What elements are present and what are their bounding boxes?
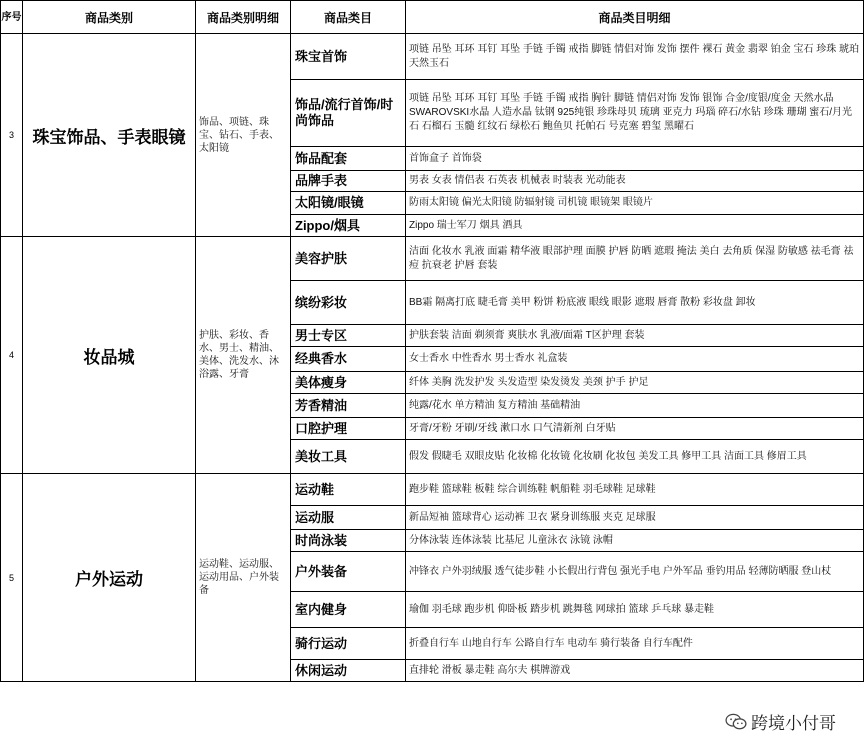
row-seq: 5 [1,474,23,682]
subcategory-detail: 首饰盒子 首饰袋 [406,147,864,171]
subcategory-name: 口腔护理 [291,418,406,440]
subcategory-name: 运动服 [291,506,406,530]
subcategory-detail: Zippo 瑞士军刀 烟具 酒具 [406,215,864,237]
header-category-detail: 商品类别明细 [196,1,291,34]
subcategory-detail: 折叠自行车 山地自行车 公路自行车 电动车 骑行装备 自行车配件 [406,628,864,660]
subcategory-detail: 假发 假睫毛 双眼皮贴 化妆棉 化妆镜 化妆刷 化妆包 美发工具 修甲工具 洁面工具 修眉工具 [406,440,864,474]
watermark-text: 跨境小付哥 [751,714,836,733]
subcategory-detail: 冲锋衣 户外羽绒服 透气徒步鞋 小长假出行背包 强光手电 户外军品 垂钓用品 轻薄防晒服 登山杖 [406,552,864,592]
table-row [1,34,864,80]
table-row [1,474,864,506]
row-seq: 4 [1,237,23,474]
subcategory-name: 时尚泳装 [291,530,406,552]
table-row [1,237,864,281]
subcategory-detail: 分体泳装 连体泳装 比基尼 儿童泳衣 泳镜 泳帽 [406,530,864,552]
subcategory-detail: 瑜伽 羽毛球 跑步机 仰卧板 踏步机 跳舞毯 网球拍 篮球 乒乓球 暴走鞋 [406,592,864,628]
category-detail: 饰品、项链、珠宝、钻石、手表、太阳镜 [196,34,291,237]
subcategory-name: 运动鞋 [291,474,406,506]
header-row [1,1,864,34]
subcategory-name: 饰品/流行首饰/时尚饰品 [291,80,406,147]
subcategory-name: Zippo/烟具 [291,215,406,237]
subcategory-detail: 项链 吊坠 耳环 耳钉 耳坠 手链 手镯 戒指 胸针 脚链 情侣对饰 发饰 银饰 合金/度银/度金 天然水晶 SWAROVSKI水晶 人造水晶 钛钢 925纯银 珍珠母贝 琉璃 亚克力 玛瑙 碎石/水钻 珍珠 珊瑚 蜜石/月光石 石榴石 玉髓 红纹石 绿松石 鲍鱼贝 托帕石 号克塞 碧玺 黑曜石 [406,80,864,147]
subcategory-name: 休闲运动 [291,660,406,682]
subcategory-name: 缤纷彩妆 [291,281,406,325]
subcategory-detail: 新品短袖 篮球背心 运动裤 卫衣 紧身训练服 夹克 足球服 [406,506,864,530]
subcategory-detail: 洁面 化妆水 乳液 面霜 精华液 眼部护理 面膜 护唇 防晒 遮瑕 掩法 美白 去角质 保湿 防敏感 祛毛膏 祛痘 抗衰老 护唇 套装 [406,237,864,281]
watermark [723,709,838,734]
subcategory-detail: 跑步鞋 篮球鞋 板鞋 综合训练鞋 帆船鞋 羽毛球鞋 足球鞋 [406,474,864,506]
subcategory-name: 户外装备 [291,552,406,592]
category-name: 户外运动 [23,474,196,682]
subcategory-name: 芳香精油 [291,394,406,418]
category-detail: 护肤、彩妆、香水、男士、精油、美体、洗发水、沐浴露、牙膏 [196,237,291,474]
header-category: 商品类别 [23,1,196,34]
category-name: 珠宝饰品、手表眼镜 [23,34,196,237]
subcategory-detail: 男表 女表 情侣表 石英表 机械表 时装表 光动能表 [406,171,864,192]
subcategory-detail: 项链 吊坠 耳环 耳钉 耳坠 手链 手镯 戒指 脚链 情侣对饰 发饰 摆件 裸石 黄金 翡翠 铂金 宝石 珍珠 琥珀 天然玉石 [406,34,864,80]
subcategory-detail: 女士香水 中性香水 男士香水 礼盒装 [406,347,864,372]
category-detail: 运动鞋、运动服、运动用品、户外装备 [196,474,291,682]
category-name: 妆品城 [23,237,196,474]
subcategory-name: 饰品配套 [291,147,406,171]
subcategory-name: 美体瘦身 [291,372,406,394]
subcategory-name: 室内健身 [291,592,406,628]
header-subcategory: 商品类目 [291,1,406,34]
subcategory-name: 太阳镜/眼镜 [291,192,406,215]
subcategory-detail: 护肤套装 洁面 剃须膏 爽肤水 乳液/面霜 T区护理 套装 [406,325,864,347]
subcategory-detail: BB霜 隔离打底 睫毛膏 美甲 粉饼 粉底液 眼线 眼影 遮瑕 唇膏 散粉 彩妆盘 卸妆 [406,281,864,325]
subcategory-name: 男士专区 [291,325,406,347]
subcategory-detail: 牙膏/牙粉 牙刷/牙线 漱口水 口气清新剂 白牙贴 [406,418,864,440]
subcategory-name: 骑行运动 [291,628,406,660]
subcategory-name: 珠宝首饰 [291,34,406,80]
header-subcategory-detail: 商品类目明细 [406,1,864,34]
subcategory-detail: 防雨太阳镜 偏光太阳镜 防辐射镜 司机镜 眼镜架 眼镜片 [406,192,864,215]
subcategory-name: 品牌手表 [291,171,406,192]
row-seq: 3 [1,34,23,237]
subcategory-name: 美妆工具 [291,440,406,474]
header-seq: 序号 [1,1,23,34]
wechat-icon [725,713,747,731]
subcategory-detail: 直排轮 滑板 暴走鞋 高尔夫 棋牌游戏 [406,660,864,682]
subcategory-name: 经典香水 [291,347,406,372]
subcategory-name: 美容护肤 [291,237,406,281]
subcategory-detail: 纯露/花水 单方精油 复方精油 基础精油 [406,394,864,418]
subcategory-detail: 纤体 美胸 洗发护发 头发造型 染发烫发 美颈 护手 护足 [406,372,864,394]
